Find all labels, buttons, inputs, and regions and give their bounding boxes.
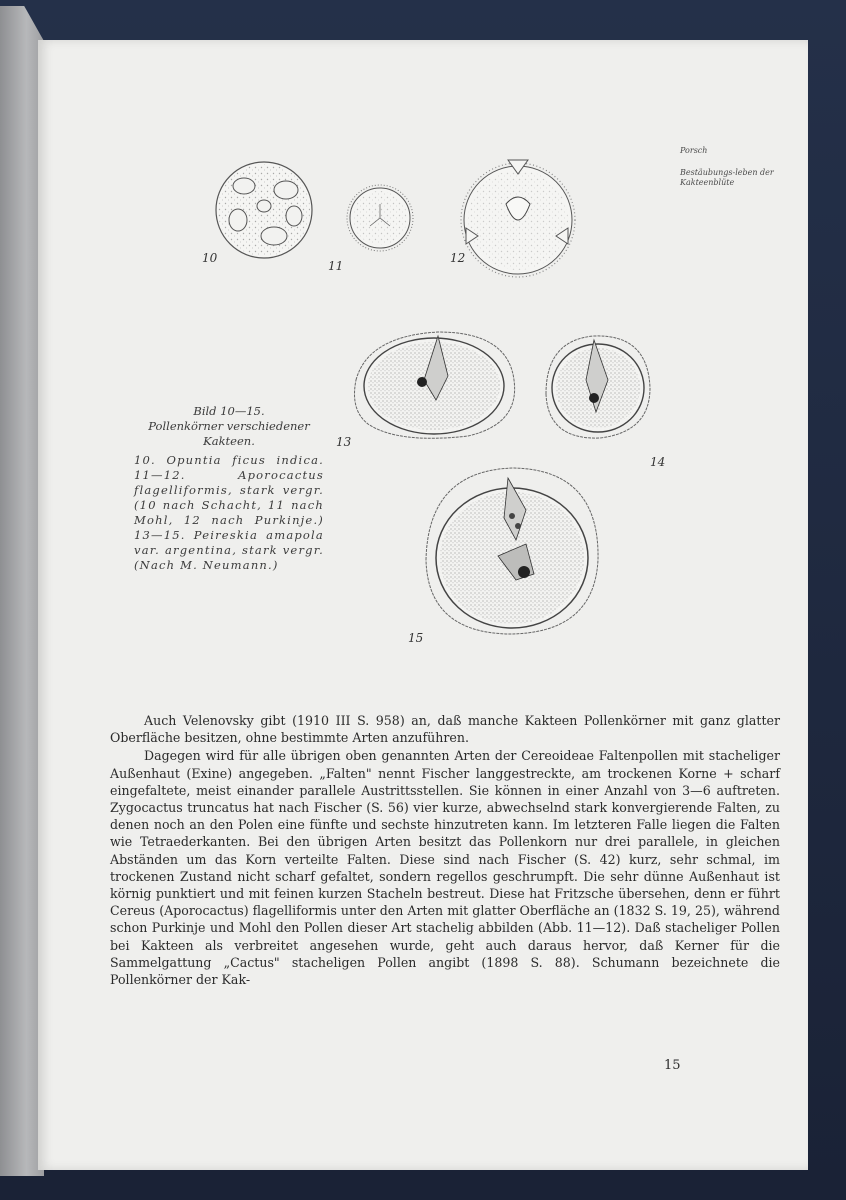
pollen-figure-15 <box>426 468 598 634</box>
caption-subtitle: Pollenkörner verschiedener Kakteen. <box>148 419 310 448</box>
body-text <box>110 712 780 989</box>
pollen-figure-11 <box>347 185 413 251</box>
pollen-illustrations <box>38 40 808 680</box>
margin-note-title: Bestäubungs-leben der Kakteenblüte <box>680 168 774 187</box>
figure-label-15: 15 <box>408 631 424 645</box>
page-number: 15 <box>664 1058 681 1073</box>
figure-label-13: 13 <box>336 435 352 449</box>
pollen-figure-14 <box>546 336 650 438</box>
pollen-figure-13 <box>355 332 515 438</box>
caption-title: Bild 10—15. <box>193 404 265 418</box>
body-paragraph: Dagegen wird für alle übrigen oben genannten Arten der Cereoideae Faltenpollen mit stacheliger Außenhaut (Exine) angegeben. „Falten" nennt Fischer langgestreckte, am trockenen Korne + scharf eingefaltete, meist einander parallele Austrittsstellen. Sie können in einer Anzahl von 3—6 auftreten. Zygocactus truncatus hat nach Fischer (S. 56) vier kurze, abwechselnd stark konvergierende Falten, zu denen noch an den Polen eine fünfte und sechste hinzutreten kann. Im letzteren Falle liegen die Falten wie Tetraederkanten. Bei den übrigen Arten besitzt das Pollenkorn nur drei parallele, in gleichen Abständen um das Korn verteilte Falten. Diese sind nach Fischer (S. 42) kurz, sehr schmal, im trockenen Zustand nicht scharf gefaltet, sondern regellos geschrumpft. Die sehr dünne Außenhaut ist körnig punktiert und mit feinen kurzen Stacheln bestreut. Diese hat Fritzsche übersehen, denn er führt Cereus (Aporocactus) flagelliformis unter den Arten mit glatter Oberfläche an (1832 S. 19, 25), während schon Purkinje und Mohl den Pollen dieser Art stachelig abbilden (Abb. 11—12). Daß stacheliger Pollen bei Kakteen als verbreitet angesehen wurde, geht auch daraus hervor, daß Kerner für die Sammelgattung „Cactus" stacheligen Pollen angibt (1898 S. 88). Schumann bezeichnete die Pollenkörner der Kak- <box>110 748 780 988</box>
figure-label-11: 11 <box>328 259 344 273</box>
figure-label-12: 12 <box>450 251 466 265</box>
pollen-figure-12 <box>461 160 575 277</box>
figure-label-10: 10 <box>202 251 218 265</box>
figure-caption <box>134 404 324 573</box>
body-paragraph: Auch Velenovsky gibt (1910 III S. 958) an, daß manche Kakteen Pollenkörner mit ganz glatter Oberfläche besitzen, ohne bestimmte Arten anzuführen. <box>110 713 780 746</box>
pollen-figure-10 <box>216 162 312 258</box>
margin-note-author: Porsch <box>680 146 708 155</box>
figure-label-14: 14 <box>650 455 666 469</box>
caption-body: 10. Opuntia ficus indica. 11—12. Aporocactus flagelliformis, stark vergr. (10 nach Schacht, 11 nach Mohl, 12 nach Purkinje.) 13—15. Peireskia amapola var. argentina, stark vergr. (Nach M. Neumann.) <box>134 453 324 572</box>
book-page <box>38 40 808 1170</box>
